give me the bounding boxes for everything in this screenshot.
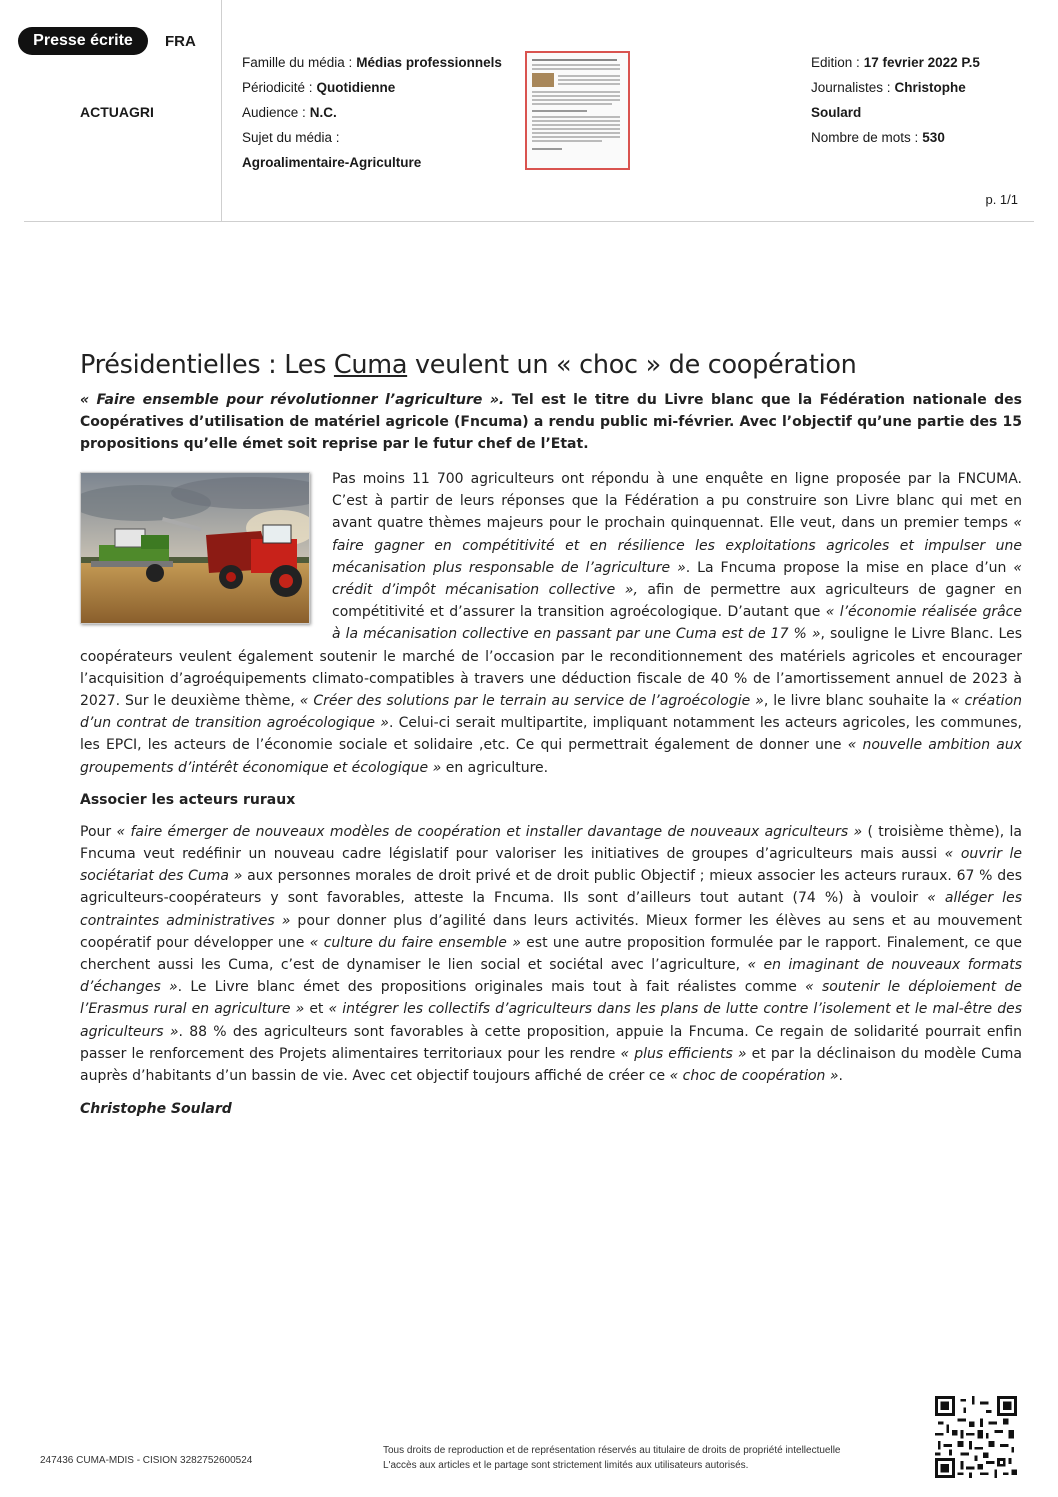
journalistes-row: Journalistes : Christophe <box>811 80 966 95</box>
rights-line-2: L'accès aux articles et le partage sont strictement limités aux utilisateurs autorisés. <box>383 1460 749 1471</box>
page-number: p. 1/1 <box>985 192 1018 207</box>
article-paragraph-2: Pour « faire émerger de nouveaux modèles de coopération et installer davantage de nouveaux agriculteurs » ( troisième thème), la Fncuma veut redéfinir un nouveau cadre législatif pour valoriser les initiatives de groupes d’agriculteurs mais aussi « ouvrir le sociétariat des Cuma » aux personnes morales de droit privé et de droit public Objectif ; mieux associer les acteurs ruraux. 67 % des agriculteurs-coopérateurs y sont favorables, atteste la Fncuma. Ils sont d’ailleurs tout autant (74 %) à vouloir « alléger les contraintes administratives » pour donner plus d’agilité dans leurs activités. Mieux former les élèves au sens et au mouvement coopératif pour développer une « culture du faire ensemble » est une autre proposition formulée par le rapport. Finalement, ce que cherchent aussi les Cuma, c’est de dynamiser le lien social et sociétal avec l’agriculture, « en imaginant de nouveaux formats d’échanges ». Le Livre blanc émet des propositions originales mais tout à fait réalistes comme « soutenir le déploiement de l’Erasmus rural en agriculture » et « intégrer les collectifs d’agriculteurs dans les plans de lutte contre l’isolement et le mal-être des agriculteurs ». 88 % des agriculteurs sont favorables à cette proposition, appuie la Fncuma. Ce regain de solidarité pourrait enfin passer le renforcement des Projets alimentaires territoriaux pour les rendre « plus efficients » et par la déclinaison du modèle Cuma auprès d’habitants d’un bassin de vie. Avec cet objectif toujours affiché de créer ce « choc de coopération ». <box>80 823 1023 1085</box>
periodicite-row: Périodicité : Quotidienne <box>242 80 396 95</box>
sujet-label: Sujet du média : <box>242 130 340 145</box>
source-name: ACTUAGRI <box>80 104 154 120</box>
media-meta-right <box>811 50 1021 150</box>
article-signature: Christophe Soulard <box>80 1101 232 1118</box>
qr-code-icon[interactable] <box>935 1396 1017 1478</box>
audience-row: Audience : N.C. <box>242 105 337 120</box>
article <box>80 350 1022 1117</box>
footer-rights <box>383 1443 923 1473</box>
footer-reference: 247436 CUMA-MDIS - CISION 3282752600524 <box>40 1455 253 1466</box>
edition-row: Edition : 17 fevrier 2022 P.5 <box>811 55 980 70</box>
thumbnail-photo <box>532 73 554 87</box>
article-subheading: Associer les acteurs ruraux <box>80 791 296 808</box>
language-code: FRA <box>165 33 196 50</box>
header-vertical-divider <box>221 0 222 222</box>
media-type-badge: Presse écrite <box>18 27 148 55</box>
cuma-link[interactable]: Cuma <box>333 350 408 380</box>
word-count-row: Nombre de mots : 530 <box>811 130 945 145</box>
harvest-photo <box>80 472 310 624</box>
article-paragraph-1: Pas moins 11 700 agriculteurs ont répondu à une enquête en ligne proposée par la FNCUMA. C’est à partir de leurs réponses que la Fédération a pu construire son Livre blanc qui met en avant quatre thèmes majeurs pour le prochain quinquennat. Elle veut, dans un premier temps « faire gagner en compétitivité et en résilience les exploitations agricoles et impulser une mécanisation plus responsable de l’agriculture ». La Fncuma propose la mise en place d’un « crédit d’impôt mécanisation collective », afin de permettre aux agriculteurs de gagner en compétitivité et d’assurer la transition agroécologique. D’autant que « l’économie réalisée grâce à la mécanisation collective en passant par une Cuma est de 17 % », souligne le Livre Blanc. Les coopérateurs veulent également soutenir le marché de l’occasion par le reconditionnement des matériels agricoles et encourager l’acquisition d’agroéquipements climato-compatibles à travers une déduction fiscale de 40 % de l’amortissement annuel de 2023 à 2027. Sur le deuxième thème, « Créer des solutions par le terrain au service de l’agroécologie », le livre blanc souhaite la « création d’un contrat de transition agroécologique ». Celui-ci serait multipartite, impliquant notamment les acteurs agricoles, les communes, les EPCI, les acteurs de l’économie sociale et solidaire ,etc. Ce qui permettrait également de donner une « nouvelle ambition aux groupements d’intérêt économique et écologique » en agriculture. <box>80 468 1022 779</box>
rights-line-1: Tous droits de reproduction et de représentation réservés au titulaire de droits de propriété intellectuelle <box>383 1445 841 1456</box>
article-title: Présidentielles : Les Cuma veulent un « choc » de coopération <box>80 350 857 380</box>
header-horizontal-divider <box>24 221 1034 222</box>
sujet-value: Agroalimentaire-Agriculture <box>242 155 422 170</box>
combine-tractor-image <box>81 473 309 623</box>
media-meta-left <box>242 50 532 175</box>
article-thumbnail[interactable] <box>525 51 630 170</box>
journaliste-name-cont: Soulard <box>811 105 862 120</box>
famille-row: Famille du média : Médias professionnels <box>242 55 502 70</box>
article-lead: « Faire ensemble pour révolutionner l’agriculture ». Tel est le titre du Livre blanc que la Fédération nationale des Coopératives d’utilisation de matériel agricole (Fncuma) a rendu public mi-février. Avec l’objectif qu’une partie des 15 propositions qu’elle émet soit reprise par le futur chef de l’Etat. <box>80 392 1022 452</box>
